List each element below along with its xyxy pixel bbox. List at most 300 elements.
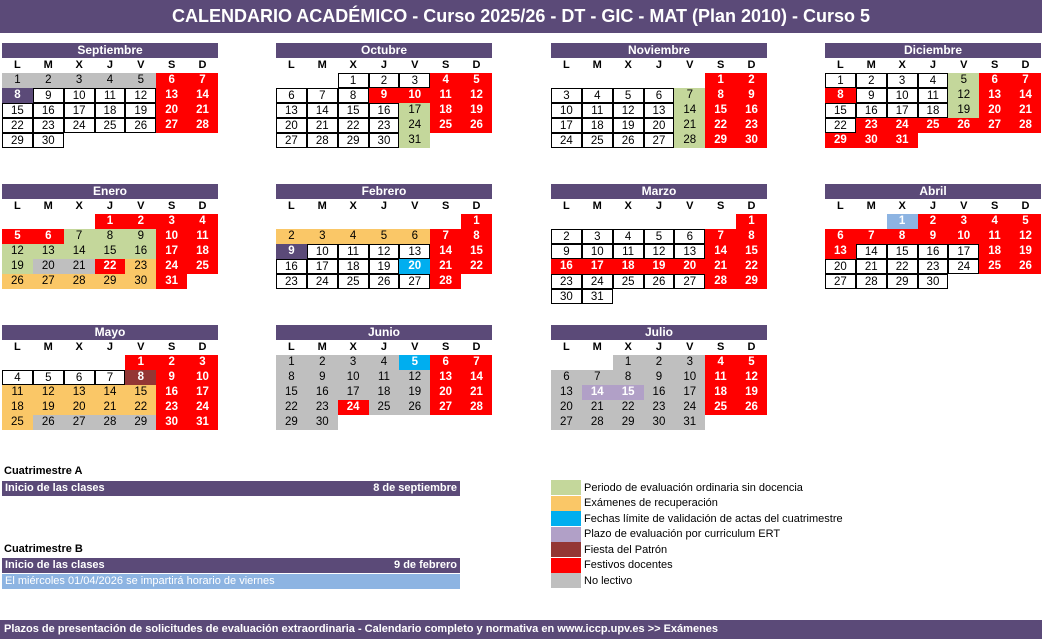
day-cell: 27 <box>551 415 582 430</box>
weekday-header-row <box>825 58 1041 73</box>
day-cell: 27 <box>64 415 95 430</box>
week-row <box>2 214 218 229</box>
day-cell: 31 <box>674 415 705 430</box>
day-cell: 31 <box>156 274 187 289</box>
day-cell: 8 <box>887 229 918 244</box>
day-cell: 27 <box>979 118 1010 133</box>
weekday-label: J <box>655 341 663 353</box>
day-cell: 30 <box>369 133 400 148</box>
day-cell: 26 <box>399 400 430 415</box>
day-cell: 27 <box>674 274 705 289</box>
day-cell: 7 <box>582 370 613 385</box>
week-row <box>825 274 1041 289</box>
day-cell: 7 <box>95 370 126 385</box>
week-row <box>551 73 767 88</box>
empty-cell <box>674 214 705 229</box>
weekday-label: S <box>441 59 450 71</box>
day-cell: 25 <box>705 400 736 415</box>
day-cell: 7 <box>705 229 736 244</box>
day-cell: 17 <box>674 385 705 400</box>
weekday-header-row <box>2 340 218 355</box>
weekday-label: L <box>288 59 295 71</box>
week-row <box>551 133 767 148</box>
week-row <box>551 400 767 415</box>
day-cell: 9 <box>918 229 949 244</box>
weekday-label: J <box>655 59 663 71</box>
day-cell: 8 <box>338 88 369 103</box>
weekday-label: D <box>747 341 756 353</box>
empty-cell <box>2 355 33 370</box>
day-cell: 4 <box>705 355 736 370</box>
week-row <box>2 385 218 400</box>
day-cell: 24 <box>551 133 582 148</box>
day-cell: 31 <box>582 289 613 304</box>
weekday-header-row <box>276 199 492 214</box>
week-row <box>276 259 492 274</box>
weekday-label: L <box>837 200 844 212</box>
day-cell: 22 <box>125 400 156 415</box>
day-cell: 8 <box>2 88 33 103</box>
legend-label: Fiesta del Patrón <box>584 543 668 556</box>
day-cell: 7 <box>430 229 461 244</box>
day-cell: 30 <box>551 289 582 304</box>
day-cell: 31 <box>187 415 218 430</box>
legend-swatch <box>551 496 581 511</box>
day-cell: 20 <box>64 400 95 415</box>
empty-cell <box>95 355 126 370</box>
legend-label: Fechas límite de validación de actas del cuatrimestre <box>584 512 843 525</box>
day-cell: 19 <box>2 259 33 274</box>
weekday-label: M <box>866 59 876 71</box>
weekday-label: M <box>43 59 53 71</box>
week-row <box>2 244 218 259</box>
weekday-label: V <box>411 200 419 212</box>
day-cell: 20 <box>156 103 187 118</box>
day-cell: 23 <box>551 274 582 289</box>
day-cell: 24 <box>187 400 218 415</box>
day-cell: 3 <box>187 355 218 370</box>
empty-cell <box>582 73 613 88</box>
day-cell: 14 <box>856 244 887 259</box>
day-cell: 26 <box>613 133 644 148</box>
week-row <box>551 244 767 259</box>
day-cell: 14 <box>674 103 705 118</box>
day-cell: 15 <box>276 385 307 400</box>
day-cell: 24 <box>64 118 95 133</box>
day-cell: 11 <box>582 103 613 118</box>
day-cell: 2 <box>736 73 767 88</box>
month-junio <box>276 325 492 430</box>
empty-cell <box>338 214 369 229</box>
weekday-label: M <box>866 200 876 212</box>
weekday-label: X <box>75 59 83 71</box>
month-febrero <box>276 184 492 289</box>
empty-cell <box>856 214 887 229</box>
day-cell: 8 <box>461 229 492 244</box>
week-row <box>2 88 218 103</box>
day-cell: 10 <box>64 88 95 103</box>
day-cell: 2 <box>369 73 400 88</box>
day-cell: 2 <box>856 73 887 88</box>
day-cell: 1 <box>736 214 767 229</box>
day-cell: 23 <box>369 118 400 133</box>
day-cell: 25 <box>95 118 126 133</box>
week-row <box>551 259 767 274</box>
day-cell: 7 <box>856 229 887 244</box>
day-cell: 20 <box>551 400 582 415</box>
day-cell: 23 <box>276 274 307 289</box>
day-cell: 25 <box>369 400 400 415</box>
day-cell: 18 <box>918 103 949 118</box>
day-cell: 5 <box>399 355 430 370</box>
weekday-header-row <box>551 199 767 214</box>
day-cell: 23 <box>307 400 338 415</box>
day-cell: 27 <box>644 133 675 148</box>
day-cell: 13 <box>551 385 582 400</box>
day-cell: 10 <box>187 370 218 385</box>
week-row <box>551 214 767 229</box>
day-cell: 26 <box>644 274 675 289</box>
day-cell: 6 <box>399 229 430 244</box>
weekday-label: X <box>349 341 357 353</box>
weekday-label: D <box>198 200 207 212</box>
weekday-label: D <box>747 59 756 71</box>
day-cell: 7 <box>461 355 492 370</box>
empty-cell <box>644 73 675 88</box>
day-cell: 12 <box>736 370 767 385</box>
weekday-label: M <box>43 200 53 212</box>
empty-cell <box>613 73 644 88</box>
day-cell: 26 <box>736 400 767 415</box>
day-cell: 25 <box>338 274 369 289</box>
day-cell: 27 <box>430 400 461 415</box>
weekday-label: D <box>1021 59 1030 71</box>
day-cell: 5 <box>369 229 400 244</box>
empty-cell <box>582 355 613 370</box>
day-cell: 2 <box>276 229 307 244</box>
day-cell: 25 <box>918 118 949 133</box>
empty-cell <box>399 214 430 229</box>
weekday-label: V <box>686 341 694 353</box>
day-cell: 29 <box>2 133 33 148</box>
day-cell: 6 <box>430 355 461 370</box>
week-row <box>276 214 492 229</box>
day-cell: 2 <box>644 355 675 370</box>
day-cell: 1 <box>705 73 736 88</box>
day-cell: 8 <box>95 229 126 244</box>
month-header: Febrero <box>276 184 492 199</box>
weekday-label: S <box>716 59 725 71</box>
day-cell: 24 <box>399 118 430 133</box>
day-cell: 1 <box>95 214 126 229</box>
month-diciembre <box>825 43 1041 148</box>
day-cell: 10 <box>551 103 582 118</box>
day-cell: 15 <box>705 103 736 118</box>
day-cell: 11 <box>979 229 1010 244</box>
day-cell: 9 <box>736 88 767 103</box>
legend-label: No lectivo <box>584 574 633 587</box>
day-cell: 28 <box>856 274 887 289</box>
weekday-label: V <box>411 59 419 71</box>
week-row <box>825 118 1041 133</box>
weekday-label: M <box>592 341 602 353</box>
empty-cell <box>674 73 705 88</box>
weekday-label: X <box>624 200 632 212</box>
day-cell: 26 <box>33 415 64 430</box>
empty-cell <box>644 214 675 229</box>
footer-bar <box>0 620 1042 639</box>
day-cell: 21 <box>64 259 95 274</box>
day-cell: 3 <box>582 229 613 244</box>
day-cell: 11 <box>613 244 644 259</box>
weekday-label: X <box>75 200 83 212</box>
day-cell: 21 <box>307 118 338 133</box>
month-abril <box>825 184 1041 289</box>
day-cell: 28 <box>461 400 492 415</box>
day-cell: 29 <box>125 415 156 430</box>
weekday-label: V <box>960 200 968 212</box>
day-cell: 1 <box>825 73 856 88</box>
weekday-label: V <box>137 341 145 353</box>
day-cell: 22 <box>461 259 492 274</box>
day-cell: 19 <box>736 385 767 400</box>
day-cell: 1 <box>276 355 307 370</box>
day-cell: 13 <box>156 88 187 103</box>
week-row <box>2 355 218 370</box>
day-cell: 29 <box>736 274 767 289</box>
weekday-label: J <box>106 341 114 353</box>
week-row <box>276 133 492 148</box>
week-row <box>2 274 218 289</box>
day-cell: 16 <box>307 385 338 400</box>
day-cell: 6 <box>644 88 675 103</box>
legend-item <box>551 496 718 511</box>
week-row <box>276 103 492 118</box>
day-cell: 6 <box>276 88 307 103</box>
empty-cell <box>307 73 338 88</box>
day-cell: 4 <box>338 229 369 244</box>
weekday-label: D <box>747 200 756 212</box>
day-cell: 10 <box>887 88 918 103</box>
day-cell: 9 <box>276 244 307 259</box>
month-header: Junio <box>276 325 492 340</box>
day-cell: 9 <box>156 370 187 385</box>
weekday-label: L <box>14 200 21 212</box>
week-row <box>825 244 1041 259</box>
empty-cell <box>307 214 338 229</box>
day-cell: 22 <box>2 118 33 133</box>
day-cell: 28 <box>64 274 95 289</box>
weekday-header-row <box>2 58 218 73</box>
day-cell: 19 <box>644 259 675 274</box>
legend-label: Plazo de evaluación por curriculum ERT <box>584 528 781 540</box>
day-cell: 5 <box>644 229 675 244</box>
day-cell: 21 <box>430 259 461 274</box>
day-cell: 19 <box>613 118 644 133</box>
day-cell: 8 <box>705 88 736 103</box>
day-cell: 31 <box>399 133 430 148</box>
day-cell: 30 <box>156 415 187 430</box>
day-cell: 30 <box>307 415 338 430</box>
week-row <box>825 229 1041 244</box>
day-cell: 30 <box>918 274 949 289</box>
day-cell: 3 <box>307 229 338 244</box>
day-cell: 14 <box>64 244 95 259</box>
day-cell: 26 <box>948 118 979 133</box>
day-cell: 3 <box>156 214 187 229</box>
day-cell: 10 <box>338 370 369 385</box>
month-header: Mayo <box>2 325 218 340</box>
day-cell: 20 <box>276 118 307 133</box>
day-cell: 4 <box>582 88 613 103</box>
day-cell: 23 <box>125 259 156 274</box>
week-row <box>551 289 767 304</box>
weekday-header-row <box>276 340 492 355</box>
weekday-label: J <box>380 341 388 353</box>
week-row <box>2 370 218 385</box>
day-cell: 2 <box>307 355 338 370</box>
day-cell: 4 <box>187 214 218 229</box>
day-cell: 21 <box>582 400 613 415</box>
weekday-label: D <box>198 341 207 353</box>
day-cell: 21 <box>674 118 705 133</box>
weekday-label: M <box>592 200 602 212</box>
week-row <box>276 88 492 103</box>
week-row <box>276 244 492 259</box>
weekday-label: V <box>137 59 145 71</box>
weekday-label: J <box>380 200 388 212</box>
day-cell: 15 <box>2 103 33 118</box>
day-cell: 5 <box>736 355 767 370</box>
day-cell: 7 <box>187 73 218 88</box>
weekday-label: X <box>624 59 632 71</box>
day-cell: 5 <box>2 229 33 244</box>
empty-cell <box>551 214 582 229</box>
day-cell: 20 <box>399 259 430 274</box>
day-cell: 16 <box>856 103 887 118</box>
day-cell: 2 <box>125 214 156 229</box>
week-row <box>551 385 767 400</box>
day-cell: 12 <box>125 88 156 103</box>
week-row <box>551 103 767 118</box>
week-row <box>825 259 1041 274</box>
legend-swatch <box>551 573 581 588</box>
day-cell: 22 <box>705 118 736 133</box>
legend-item <box>551 511 843 526</box>
day-cell: 8 <box>613 370 644 385</box>
day-cell: 23 <box>856 118 887 133</box>
page-title: CALENDARIO ACADÉMICO - Curso 2025/26 - DT - GIC - MAT (Plan 2010) - Curso 5 <box>0 0 1042 33</box>
day-cell: 30 <box>856 133 887 148</box>
day-cell: 18 <box>2 400 33 415</box>
day-cell: 6 <box>551 370 582 385</box>
day-cell: 9 <box>125 229 156 244</box>
day-cell: 10 <box>307 244 338 259</box>
day-cell: 4 <box>2 370 33 385</box>
weekday-label: V <box>137 200 145 212</box>
day-cell: 3 <box>64 73 95 88</box>
day-cell: 17 <box>948 244 979 259</box>
day-cell: 30 <box>125 274 156 289</box>
weekday-label: L <box>563 200 570 212</box>
day-cell: 24 <box>307 274 338 289</box>
weekday-label: D <box>198 59 207 71</box>
day-cell: 22 <box>276 400 307 415</box>
weekday-label: J <box>106 200 114 212</box>
empty-cell <box>64 355 95 370</box>
day-cell: 16 <box>736 103 767 118</box>
day-cell: 24 <box>156 259 187 274</box>
week-row <box>2 118 218 133</box>
day-cell: 28 <box>307 133 338 148</box>
weekday-label: S <box>990 200 999 212</box>
day-cell: 21 <box>856 259 887 274</box>
week-row <box>551 88 767 103</box>
week-row <box>2 259 218 274</box>
weekday-header-row <box>276 58 492 73</box>
day-cell: 22 <box>736 259 767 274</box>
legend-swatch <box>551 542 581 557</box>
weekday-header-row <box>551 340 767 355</box>
week-row <box>551 229 767 244</box>
day-cell: 29 <box>825 133 856 148</box>
semester-a-start-date: 8 de septiembre <box>373 482 457 494</box>
day-cell: 19 <box>125 103 156 118</box>
day-cell: 16 <box>918 244 949 259</box>
weekday-label: S <box>167 200 176 212</box>
empty-cell <box>551 355 582 370</box>
weekday-label: D <box>1021 200 1030 212</box>
day-cell: 5 <box>1010 214 1041 229</box>
legend-label: Exámenes de recuperación <box>584 497 718 509</box>
day-cell: 1 <box>125 355 156 370</box>
empty-cell <box>582 214 613 229</box>
week-row <box>2 133 218 148</box>
day-cell: 29 <box>887 274 918 289</box>
empty-cell <box>551 73 582 88</box>
legend-item <box>551 480 803 495</box>
day-cell: 5 <box>33 370 64 385</box>
legend-item <box>551 573 632 588</box>
semester-a-start-bar <box>2 481 460 496</box>
day-cell: 12 <box>461 88 492 103</box>
day-cell: 20 <box>979 103 1010 118</box>
day-cell: 3 <box>948 214 979 229</box>
day-cell: 13 <box>276 103 307 118</box>
day-cell: 20 <box>825 259 856 274</box>
day-cell: 15 <box>338 103 369 118</box>
day-cell: 28 <box>582 415 613 430</box>
day-cell: 26 <box>369 274 400 289</box>
day-cell: 5 <box>125 73 156 88</box>
week-row <box>276 73 492 88</box>
day-cell: 9 <box>551 244 582 259</box>
empty-cell <box>2 214 33 229</box>
weekday-label: X <box>349 200 357 212</box>
month-julio <box>551 325 767 430</box>
day-cell: 23 <box>33 118 64 133</box>
schedule-note <box>2 574 460 589</box>
day-cell: 15 <box>125 385 156 400</box>
legend-item <box>551 542 667 557</box>
weekday-label: X <box>898 59 906 71</box>
weekday-label: L <box>14 59 21 71</box>
day-cell: 5 <box>948 73 979 88</box>
weekday-label: L <box>563 59 570 71</box>
empty-cell <box>613 214 644 229</box>
day-cell: 13 <box>979 88 1010 103</box>
day-cell: 13 <box>33 244 64 259</box>
